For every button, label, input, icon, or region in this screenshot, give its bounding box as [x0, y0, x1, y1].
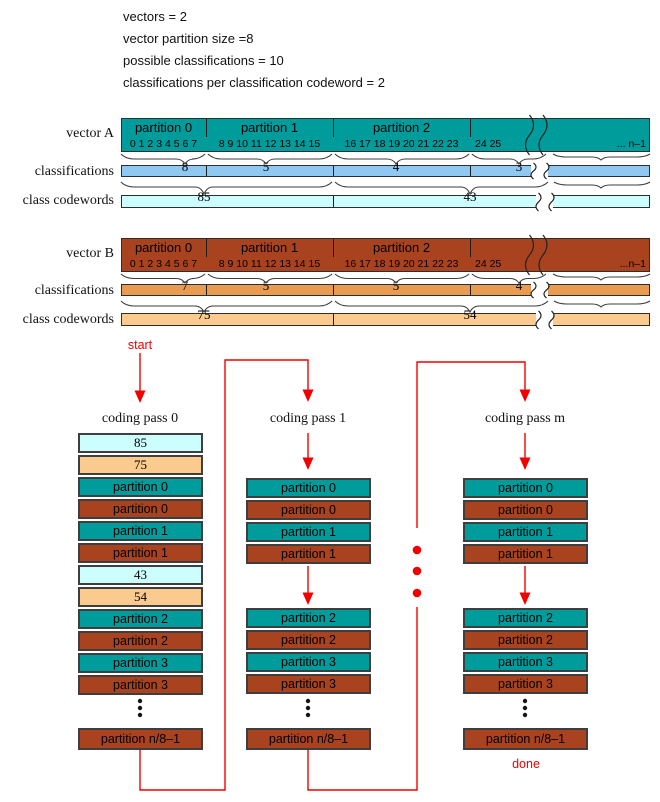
flow-box: partition 1: [463, 522, 588, 542]
index-cell: 0 1 2 3 4 5 6 7: [129, 138, 198, 150]
classifications-label: classifications: [34, 164, 114, 179]
flow-box: partition 1: [78, 521, 203, 541]
codewords-divider: [333, 314, 334, 325]
flow-box: partition 0: [246, 500, 371, 520]
vector-label: vector A: [66, 126, 114, 141]
partition-divider: [470, 239, 471, 257]
flow-box: partition 2: [463, 630, 588, 650]
header-line: classifications per classification codeword = 2: [123, 75, 385, 90]
partition-cell: partition 1: [240, 240, 299, 255]
codeword-value: 75: [197, 307, 211, 322]
codeword-value: 43: [463, 189, 477, 204]
partition-divider: [470, 119, 471, 137]
partition-divider: [333, 239, 334, 257]
index-cell: 24 25: [475, 138, 502, 150]
flow-box: partition 1: [463, 544, 588, 564]
index-cell: 0 1 2 3 4 5 6 7: [129, 258, 198, 270]
flow-box: partition 3: [246, 652, 371, 672]
header-line: vector partition size =8: [123, 31, 254, 46]
start-label: start: [127, 338, 153, 352]
flow-box: partition 2: [78, 609, 203, 629]
partition-cell: partition 2: [372, 120, 431, 135]
classification-value: 3: [515, 159, 523, 174]
classifications-divider: [206, 285, 207, 295]
tail-label: ...n–1: [619, 258, 646, 270]
flow-box: 85: [78, 433, 203, 453]
coding-pass-title: coding pass m: [484, 411, 566, 426]
flow-box: partition 0: [463, 478, 588, 498]
flow-box: partition 3: [78, 653, 203, 673]
flow-box: partition 3: [463, 674, 588, 694]
flow-box: partition 0: [246, 478, 371, 498]
vector-label: vector B: [66, 246, 114, 261]
partition-cell: partition 0: [134, 240, 193, 255]
partition-divider: [206, 119, 207, 137]
flow-box: 43: [78, 565, 203, 585]
flow-box: 54: [78, 587, 203, 607]
flow-box: partition 0: [78, 477, 203, 497]
classification-value: 7: [181, 278, 189, 293]
tail-label: ... n–1: [616, 138, 646, 150]
flow-box: partition 2: [78, 631, 203, 651]
classification-value: 5: [262, 159, 270, 174]
classification-value: 5: [262, 278, 270, 293]
flow-box: partition 1: [78, 543, 203, 563]
coding-pass-title: coding pass 0: [101, 411, 179, 426]
flow-box: partition 1: [246, 522, 371, 542]
index-cell: 8 9 10 11 12 13 14 15: [218, 258, 321, 270]
classifications-divider: [470, 166, 471, 176]
classification-value: 4: [515, 278, 523, 293]
classification-value: 8: [181, 159, 189, 174]
classifications-divider: [333, 166, 334, 176]
partition-divider: [333, 119, 334, 137]
coding-pass-title: coding pass 1: [269, 411, 347, 426]
flow-box: partition 0: [463, 500, 588, 520]
codeword-value: 85: [197, 189, 211, 204]
header-line: vectors = 2: [123, 9, 187, 24]
classifications-divider: [333, 285, 334, 295]
flow-box: partition 1: [246, 544, 371, 564]
flow-tail-box: partition n/8–1: [463, 728, 588, 750]
partition-cell: partition 0: [134, 120, 193, 135]
classification-value: 4: [392, 159, 400, 174]
classifications-divider: [470, 285, 471, 295]
flow-box: partition 3: [463, 652, 588, 672]
index-cell: 8 9 10 11 12 13 14 15: [218, 138, 321, 150]
codeword-value: 54: [463, 307, 477, 322]
codewords-divider: [333, 196, 334, 207]
index-cell: 24 25: [475, 258, 502, 270]
index-cell: 16 17 18 19 20 21 22 23: [344, 258, 459, 270]
codewords-label: class codewords: [22, 312, 114, 327]
flow-box: partition 3: [246, 674, 371, 694]
done-label: done: [512, 757, 540, 771]
partition-cell: partition 2: [372, 240, 431, 255]
header-line: possible classifications = 10: [123, 53, 284, 68]
classifications-label: classifications: [34, 283, 114, 298]
flow-box: partition 3: [78, 675, 203, 695]
flow-tail-box: partition n/8–1: [246, 728, 371, 750]
partition-cell: partition 1: [240, 120, 299, 135]
flow-box: partition 2: [246, 630, 371, 650]
index-cell: 16 17 18 19 20 21 22 23: [344, 138, 459, 150]
flow-tail-box: partition n/8–1: [78, 728, 203, 750]
classification-value: 5: [392, 278, 400, 293]
codewords-label: class codewords: [22, 193, 114, 208]
flow-box: partition 0: [78, 499, 203, 519]
classifications-divider: [206, 166, 207, 176]
flow-box: 75: [78, 455, 203, 475]
partition-divider: [206, 239, 207, 257]
flow-box: partition 2: [463, 608, 588, 628]
flow-box: partition 2: [246, 608, 371, 628]
